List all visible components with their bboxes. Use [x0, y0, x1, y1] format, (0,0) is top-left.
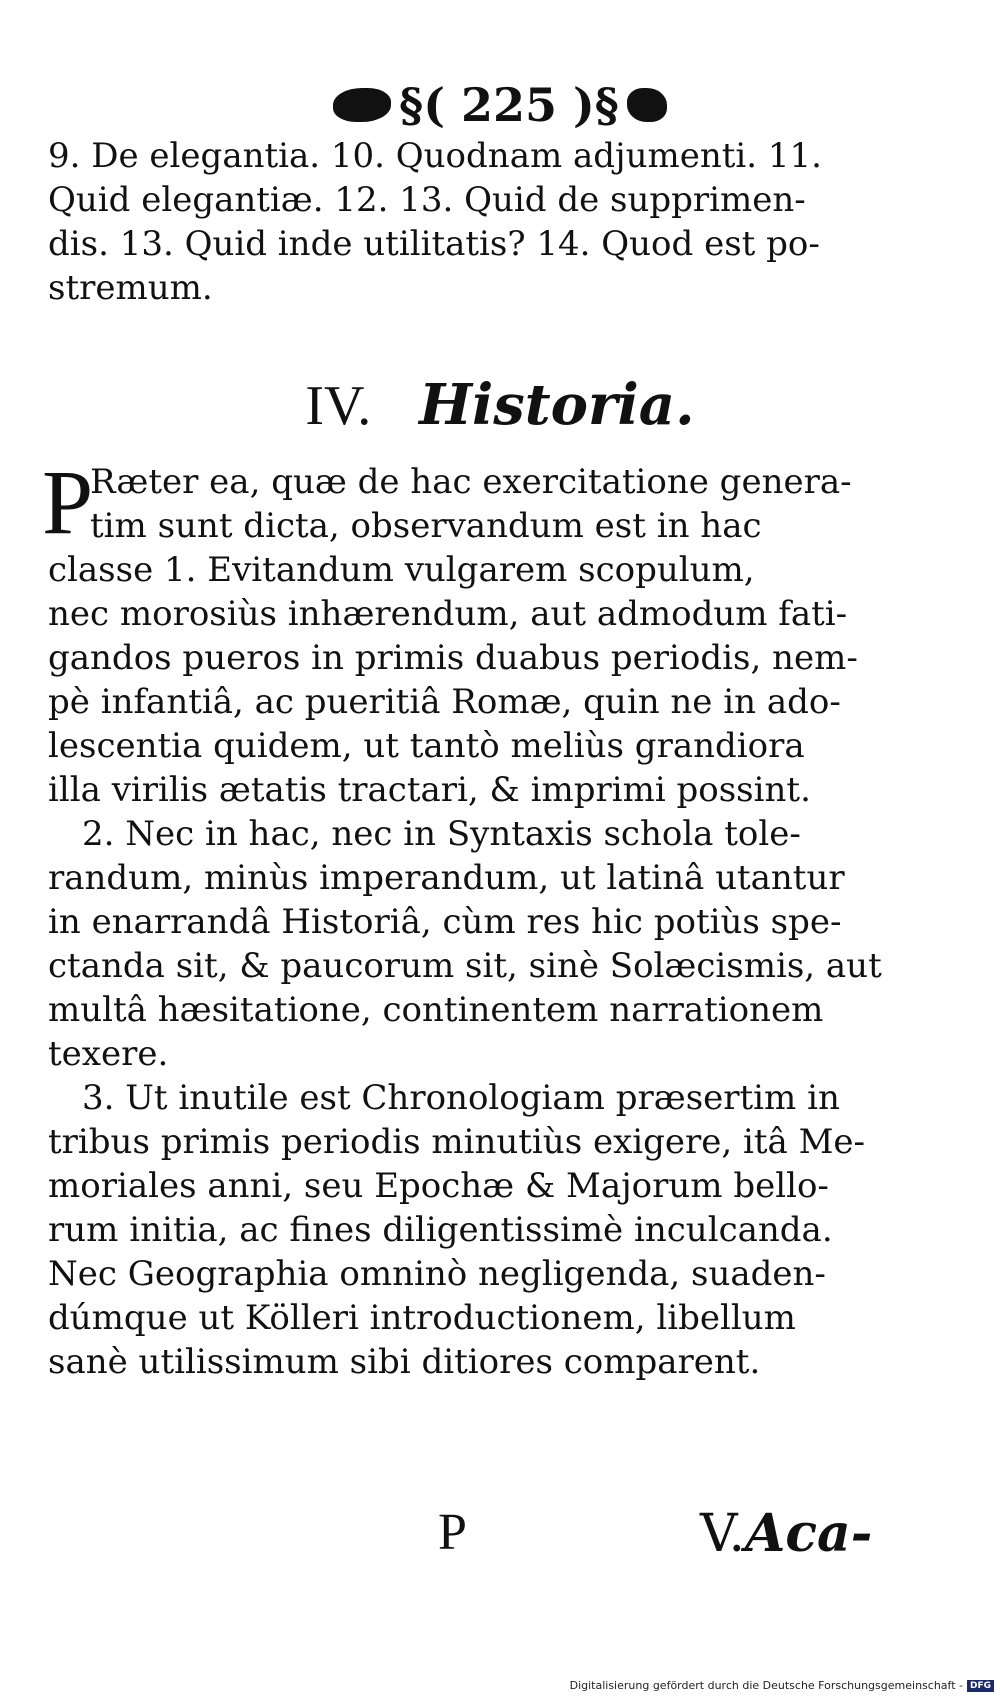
- text-line: lescentia quidem, ut tantò meliùs grandiora: [48, 726, 805, 766]
- paragraph-1: [42, 451, 900, 812]
- text-line: Quid elegantiæ. 12. 13. Quid de supprimen-: [48, 180, 806, 220]
- text-line: gandos pueros in primis duabus periodis, nem-: [48, 638, 858, 678]
- text-line: dúmque ut Kölleri introductionem, libellum: [48, 1298, 796, 1338]
- digitization-footer: [570, 1679, 994, 1692]
- text-line: dis. 13. Quid inde utilitatis? 14. Quod est po-: [48, 224, 820, 264]
- text-line: texere.: [48, 1034, 169, 1074]
- drop-cap: P: [42, 451, 94, 553]
- text-line: 2. Nec in hac, nec in Syntaxis schola tole-: [82, 814, 801, 854]
- text-line: sanè utilissimum sibi ditiores comparent.: [48, 1342, 761, 1382]
- page-number: §( 225 )§: [399, 78, 619, 132]
- text-line: illa virilis ætatis tractari, & imprimi possint.: [48, 770, 811, 810]
- text-line: tribus primis periodis minutiùs exigere, itâ Me-: [48, 1122, 866, 1162]
- text-line: 9. De elegantia. 10. Quodnam adjumenti. 11.: [48, 136, 822, 176]
- footer-credit: Digitalisierung gefördert durch die Deutsche Forschungsgemeinschaft -: [569, 1679, 963, 1692]
- text-line: ctanda sit, & paucorum sit, sinè Solæcismis, aut: [48, 946, 882, 986]
- text-line: Ræter ea, quæ de hac exercitatione genera-: [90, 462, 852, 502]
- text-line: multâ hæsitatione, continentem narrationem: [48, 990, 824, 1030]
- ornament-left-icon: [333, 88, 391, 122]
- text-line: moriales anni, seu Epochæ & Majorum bello-: [48, 1166, 829, 1206]
- page-header: [0, 78, 1000, 132]
- text-line: 3. Ut inutile est Chronologiam præsertim in: [82, 1078, 840, 1118]
- signature-mark: P: [438, 1504, 467, 1561]
- ornament-right-icon: [627, 88, 667, 122]
- section-title: Historia.: [419, 372, 695, 438]
- text-line: rum initia, ac fines diligentissimè inculcanda.: [48, 1210, 833, 1250]
- section-number: IV.: [305, 375, 372, 437]
- paragraph-3: [48, 1076, 900, 1384]
- body-text: [42, 451, 900, 1384]
- catchword-text: Aca-: [745, 1503, 873, 1564]
- section-heading: [0, 372, 1000, 438]
- dfg-logo-icon: DFG: [967, 1680, 994, 1692]
- text-line: stremum.: [48, 268, 213, 308]
- paragraph-2: [48, 812, 900, 1076]
- text-line: randum, minùs imperandum, ut latinâ utantur: [48, 858, 845, 898]
- text-line: tim sunt dicta, observandum est in hac: [90, 506, 762, 546]
- intro-text: [48, 134, 900, 310]
- text-line: pè infantiâ, ac pueritiâ Romæ, quin ne in ado-: [48, 682, 841, 722]
- text-line: Nec Geographia omninò negligenda, suaden-: [48, 1254, 826, 1294]
- catchword: [700, 1503, 872, 1564]
- catchwords: [0, 1503, 1000, 1563]
- catchword-prefix: V.: [700, 1504, 745, 1564]
- text-line: nec morosiùs inhærendum, aut admodum fati-: [48, 594, 848, 634]
- text-line: classe 1. Evitandum vulgarem scopulum,: [48, 550, 755, 590]
- text-line: in enarrandâ Historiâ, cùm res hic potiùs spe-: [48, 902, 842, 942]
